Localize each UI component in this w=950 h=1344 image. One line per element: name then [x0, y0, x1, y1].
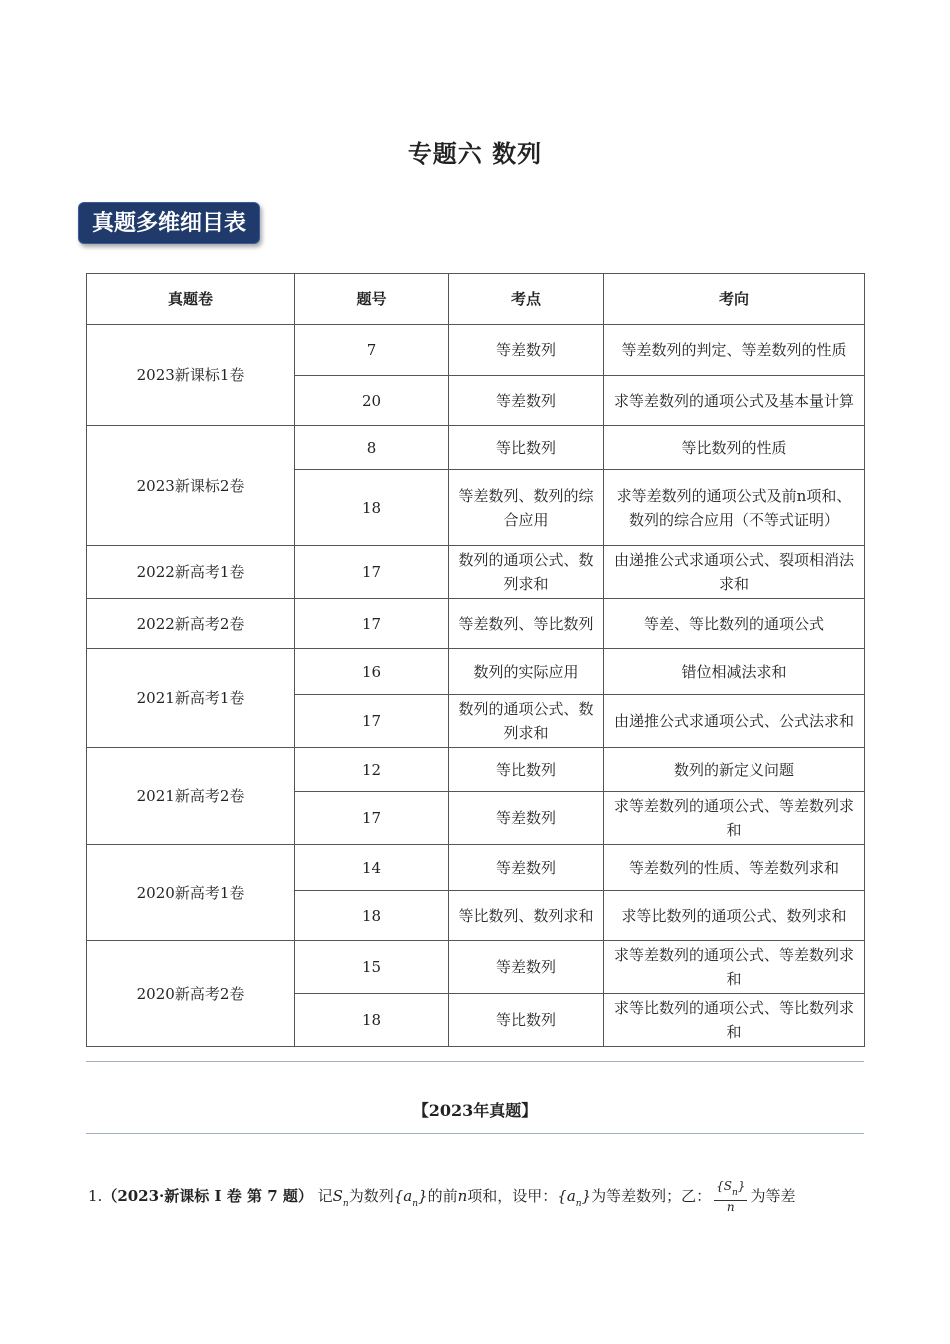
cell-direction: 由递推公式求通项公式、裂项相消法求和	[604, 546, 865, 599]
cell-number: 17	[295, 695, 449, 748]
cell-direction: 数列的新定义问题	[604, 748, 865, 792]
cell-number: 16	[295, 649, 449, 695]
cell-point: 等比数列	[449, 426, 604, 470]
cell-point: 等差数列、等比数列	[449, 599, 604, 649]
cell-point: 等比数列	[449, 994, 604, 1047]
cell-point: 等差数列	[449, 941, 604, 994]
table-header-row	[87, 274, 865, 325]
cell-point: 数列的通项公式、数列求和	[449, 546, 604, 599]
section-banner: 真题多维细目表	[78, 202, 260, 244]
cell-point: 数列的通项公式、数列求和	[449, 695, 604, 748]
section-title: 【2023年真题】	[412, 1101, 538, 1120]
cell-number: 17	[295, 546, 449, 599]
symbol-s: $S_n$	[332, 1187, 349, 1209]
cell-paper: 2022新高考2卷	[87, 599, 295, 649]
question-text: 为数列	[348, 1187, 394, 1205]
cell-point: 等比数列、数列求和	[449, 891, 604, 941]
cell-direction: 等比数列的性质	[604, 426, 865, 470]
cell-point: 等差数列、数列的综合应用	[449, 470, 604, 546]
divider-bottom	[86, 1133, 864, 1134]
question-1	[88, 1180, 878, 1218]
question-source: （2023·新课标 I 卷 第 7 题）	[102, 1187, 313, 1205]
question-text: 的前	[427, 1187, 458, 1205]
cell-direction: 等差数列的判定、等差数列的性质	[604, 325, 865, 376]
cell-point: 等差数列	[449, 845, 604, 891]
table-row	[87, 748, 865, 792]
page-title: 专题六 数列	[407, 139, 543, 168]
cell-paper: 2021新高考2卷	[87, 748, 295, 845]
cell-number: 14	[295, 845, 449, 891]
cell-number: 7	[295, 325, 449, 376]
cell-paper: 2020新高考1卷	[87, 845, 295, 941]
sequence-a: $\{a_n\}$	[557, 1187, 592, 1209]
cell-direction: 由递推公式求通项公式、公式法求和	[604, 695, 865, 748]
cell-number: 17	[295, 599, 449, 649]
cell-direction: 求等比数列的通项公式、数列求和	[604, 891, 865, 941]
cell-point: 等差数列	[449, 325, 604, 376]
cell-number: 20	[295, 376, 449, 426]
cell-direction: 求等差数列的通项公式、等差数列求和	[604, 792, 865, 845]
sequence-a: $\{a_n\}$	[393, 1187, 428, 1209]
cell-number: 18	[295, 994, 449, 1047]
table-row	[87, 941, 865, 994]
cell-direction: 求等比数列的通项公式、等比数列求和	[604, 994, 865, 1047]
question-text: 为等差数列；乙：	[591, 1187, 712, 1205]
table-row	[87, 599, 865, 649]
table-row	[87, 325, 865, 376]
cell-direction: 求等差数列的通项公式及前n项和、数列的综合应用（不等式证明）	[604, 470, 865, 546]
header-point: 考点	[449, 274, 604, 325]
cell-paper: 2020新高考2卷	[87, 941, 295, 1047]
question-text: 为等差	[750, 1187, 796, 1205]
table-row	[87, 426, 865, 470]
cell-direction: 错位相减法求和	[604, 649, 865, 695]
cell-paper: 2023新课标1卷	[87, 325, 295, 426]
cell-number: 18	[295, 891, 449, 941]
cell-paper: 2022新高考1卷	[87, 546, 295, 599]
exam-table	[86, 273, 865, 1047]
table-row	[87, 546, 865, 599]
cell-point: 等差数列	[449, 792, 604, 845]
cell-direction: 等差数列的性质、等差数列求和	[604, 845, 865, 891]
question-number: 1.	[88, 1187, 103, 1205]
table-row	[87, 845, 865, 891]
cell-point: 数列的实际应用	[449, 649, 604, 695]
table-row	[87, 649, 865, 695]
cell-point: 等差数列	[449, 376, 604, 426]
divider-top	[86, 1061, 864, 1062]
cell-paper: 2023新课标2卷	[87, 426, 295, 546]
cell-number: 8	[295, 426, 449, 470]
cell-point: 等比数列	[449, 748, 604, 792]
header-direction: 考向	[604, 274, 865, 325]
cell-direction: 求等差数列的通项公式及基本量计算	[604, 376, 865, 426]
cell-paper: 2021新高考1卷	[87, 649, 295, 748]
cell-number: 18	[295, 470, 449, 546]
table-body	[87, 325, 865, 1047]
cell-number: 12	[295, 748, 449, 792]
question-text: 项和，设甲：	[467, 1187, 558, 1205]
question-text: 记	[312, 1187, 333, 1205]
header-number: 题号	[295, 274, 449, 325]
cell-number: 15	[295, 941, 449, 994]
variable-n: n	[457, 1187, 468, 1205]
cell-direction: 等差、等比数列的通项公式	[604, 599, 865, 649]
fraction-sn-over-n: $\frac{\{S_n\}}{n}$	[716, 1179, 746, 1214]
header-paper: 真题卷	[87, 274, 295, 325]
cell-number: 17	[295, 792, 449, 845]
cell-direction: 求等差数列的通项公式、等差数列求和	[604, 941, 865, 994]
